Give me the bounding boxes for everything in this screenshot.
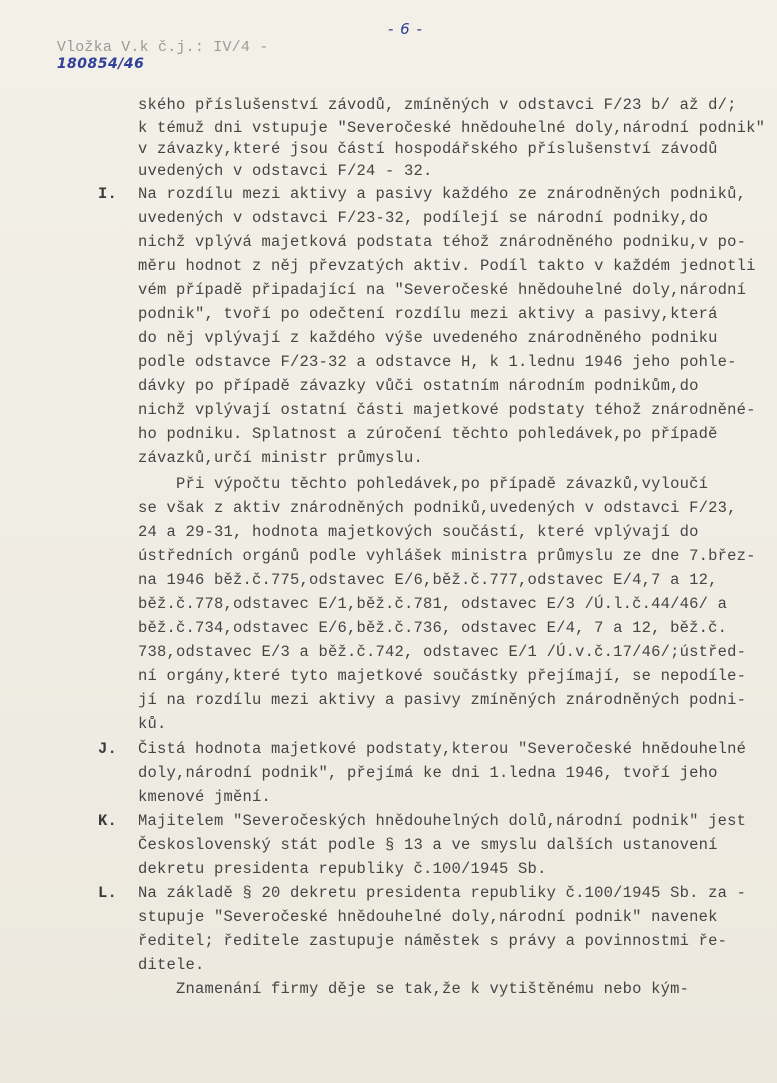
section-l-line: ředitel; ředitele zastupuje náměstek s právy a povinnostmi ře-: [138, 932, 728, 950]
intro-line: ského příslušenství závodů, zmíněných v odstavci F/23 b/ až d/;: [138, 96, 737, 114]
section-marker-l: L.: [98, 884, 118, 902]
section-j-line: doly,národní podnik", přejímá ke dni 1.ledna 1946, tvoří jeho: [138, 764, 718, 782]
section-l-line: ditele.: [138, 956, 205, 974]
section-i-line: podnik", tvoří po odečtení rozdílu mezi aktivy a pasivy,která: [138, 305, 718, 323]
section-i-continuation-line: se však z aktiv znárodněných podniků,uvedených v odstavci F/23,: [138, 499, 737, 517]
section-i-line: Na rozdílu mezi aktivy a pasivy každého ze znárodněných podniků,: [138, 185, 747, 203]
section-i-line: měru hodnot z něj převzatých aktiv. Podíl takto v každém jednotli: [138, 257, 756, 275]
section-i-line: vém případě připadající na "Severočeské hnědouhelné doly,národní: [138, 281, 747, 299]
section-i-line: nichž vplývá majetková podstata téhož znárodněného podniku,v po-: [138, 233, 747, 251]
section-l-line: stupuje "Severočeské hnědouhelné doly,národní podnik" navenek: [138, 908, 718, 926]
section-i-continuation-line: na 1946 běž.č.775,odstavec E/6,běž.č.777,odstavec E/4,7 a 12,: [138, 571, 718, 589]
section-i-continuation-line: běž.č.734,odstavec E/6,běž.č.736, odstavec E/4, 7 a 12, běž.č.: [138, 619, 728, 637]
page-number: - 6 -: [388, 20, 423, 38]
intro-line: k témuž dni vstupuje "Severočeské hnědouhelné doly,národní podnik": [138, 119, 766, 137]
handwritten-file-number: 180854/46: [56, 56, 145, 72]
section-i-line: ho podniku. Splatnost a zúročení těchto pohledávek,po případě: [138, 425, 718, 443]
section-k-line: Československý stát podle § 13 a ve smyslu dalších ustanovení: [138, 836, 718, 854]
reference-text: Vložka V.k č.j.: IV/4 -: [56, 39, 269, 56]
section-marker-k: K.: [98, 812, 118, 830]
section-j-line: kmenové jmění.: [138, 788, 272, 806]
document-reference-header: [20, 22, 268, 90]
section-k-line: Majitelem "Severočeských hnědouhelných dolů,národní podnik" jest: [138, 812, 747, 830]
section-i-continuation-line: 24 a 29-31, hodnota majetkových součástí, které vplývají do: [138, 523, 699, 541]
section-j-line: Čistá hodnota majetkové podstaty,kterou "Severočeské hnědouhelné: [138, 740, 747, 758]
section-marker-j: J.: [98, 740, 118, 758]
closing-line: Znamenání firmy děje se tak,že k vytištěnému nebo kým-: [138, 980, 690, 998]
section-i-line: nichž vplývají ostatní části majetkové podstaty téhož znárodněné-: [138, 401, 756, 419]
section-i-continuation-line: jí na rozdílu mezi aktivy a pasivy zmíněných znárodněných podni-: [138, 691, 747, 709]
section-i-line: podle odstavce F/23-32 a odstavce H, k 1.lednu 1946 jeho pohle-: [138, 353, 737, 371]
section-i-continuation-line: ní orgány,které tyto majetkové součástky přejímají, se nepodíle-: [138, 667, 747, 685]
section-i-continuation-line: Při výpočtu těchto pohledávek,po případě závazků,vyloučí: [138, 475, 709, 493]
section-k-line: dekretu presidenta republiky č.100/1945 Sb.: [138, 860, 547, 878]
section-i-line: závazků,určí ministr průmyslu.: [138, 449, 424, 467]
section-l-line: Na základě § 20 dekretu presidenta republiky č.100/1945 Sb. za -: [138, 884, 747, 902]
intro-line: v závazky,které jsou částí hospodářského příslušenství závodů: [138, 140, 718, 158]
section-i-line: dávky po případě závazky vůči ostatním národním podnikům,do: [138, 377, 699, 395]
section-i-continuation-line: 738,odstavec E/3 a běž.č.742, odstavec E/1 /Ú.v.č.17/46/;ústřed-: [138, 643, 747, 661]
section-i-line: uvedených v odstavci F/23-32, podílejí se národní podniky,do: [138, 209, 709, 227]
intro-line: uvedených v odstavci F/24 - 32.: [138, 162, 433, 180]
section-i-continuation-line: ků.: [138, 715, 167, 733]
section-i-continuation-line: ústředních orgánů podle vyhlášek ministra průmyslu ze dne 7.břez-: [138, 547, 756, 565]
section-i-line: do něj vplývají z každého výše uvedeného znárodněného podniku: [138, 329, 718, 347]
section-marker-i: I.: [98, 185, 118, 203]
section-i-continuation-line: běž.č.778,odstavec E/1,běž.č.781, odstavec E/3 /Ú.l.č.44/46/ a: [138, 595, 728, 613]
